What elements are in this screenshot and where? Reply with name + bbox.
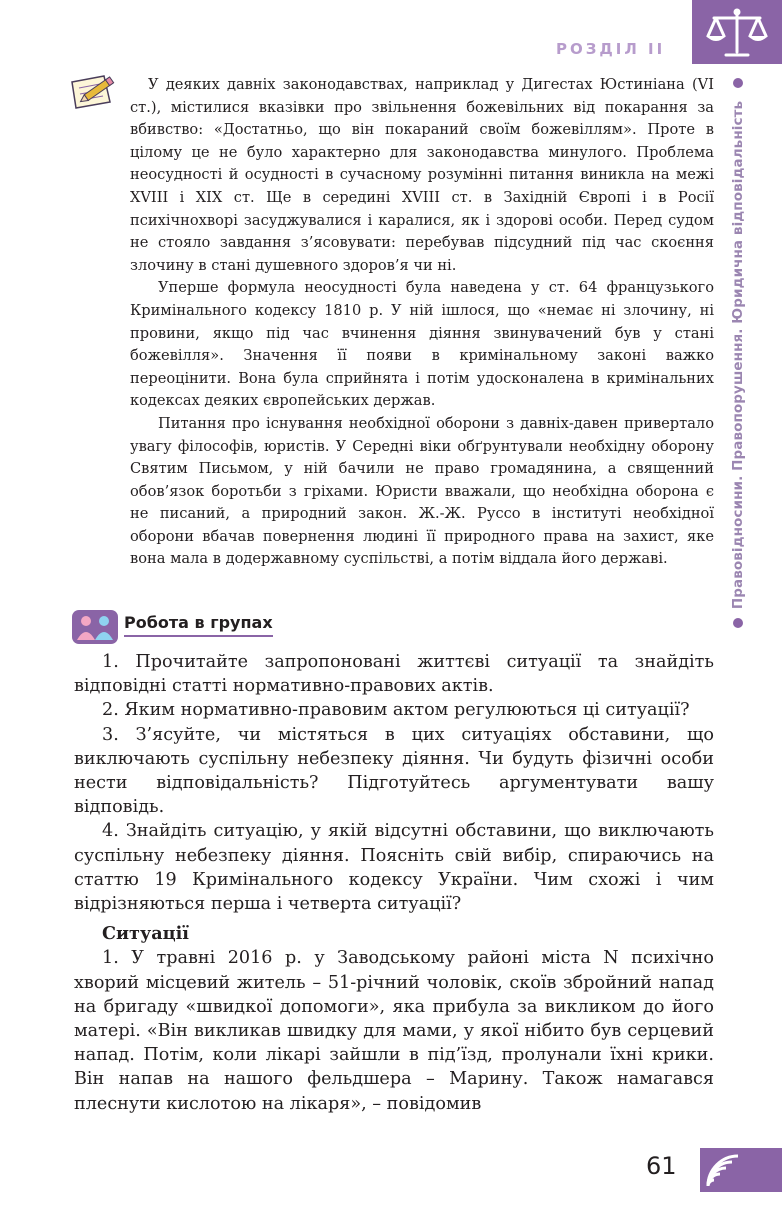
pencil-note-icon	[70, 72, 118, 114]
group-work-title: Робота в групах	[124, 613, 273, 637]
task-item: 4. Знайдіть ситуацію, у якій відсутні обставини, що виключають суспільну небезпеку діяння. Поясніть свій вибір, спираючись на статтю 19 Кримінального кодексу України. Чим схожі і чим відрізняються перша і четверта ситуації?	[74, 821, 714, 915]
page-number: 61	[646, 1152, 677, 1180]
group-work-icon	[72, 610, 118, 648]
bottom-dot-icon	[733, 618, 743, 628]
situation-text: 1. У травні 2016 р. у Заводському районі міста N психічно хворий місцевий житель – 51-річний чоловік, скоїв збройний напад на бригаду «швидкої допомоги», яка прибула за викликом до його матері. «Він викликав швидку для мами, у якої нібито був серцевий напад. Потім, коли лікарі зайшли в під’їзд, пролунали їхні крики. Він напав на нашого фельдшера – Марину. Також намагався плеснути кислотою на лікаря», – повідомив	[74, 948, 714, 1114]
intro-paragraph: Питання про існування необхідної оборони з давніх-давен привертало увагу філософів, юристів. У Середні віки обґрунтували необхідну оборону Святим Письмом, у ній бачили не право громадянина, а священний обов’язок боротьби з гріхами. Юристи вважали, що необхідна оборона є не писаний, а природний закон. Ж.-Ж. Руссо в інституті необхідної оборони вбачав повернення людині її природного права на захист, яке вона мала в додержавному суспільстві, а потім віддала його державі.	[130, 414, 714, 568]
top-dot-icon	[733, 78, 743, 88]
situations-heading: Ситуації	[102, 923, 189, 945]
task-item: 3. З’ясуйте, чи містяться в цих ситуаціях обставини, що виключають суспільну небезпеку діяння. Чи будуть фізичні особи нести відповідальність? Підготуйтесь аргументувати вашу відповідь.	[74, 724, 714, 818]
corner-tab	[692, 0, 782, 64]
task-item: 2. Яким нормативно-правовим актом регулюються ці ситуації?	[102, 700, 690, 721]
sidebar-title: Правовідносини. Правопорушення. Юридична відповідальність	[730, 100, 746, 610]
section-label: РОЗДІЛ II	[556, 40, 666, 58]
intro-text	[130, 74, 714, 571]
page-tab	[700, 1148, 782, 1192]
intro-paragraph: Уперше формула неосудності була наведена у ст. 64 французького Кримінального кодексу 1810 р. У ній ішлося, що «немає ні злочину, ні провини, якщо під час вчинення діяння звинувачений був у стані божевілля». Значення її появи в кримінальному законі важко переоцінити. Вона була сприйнята і потім удосконалена в кримінальних кодексах деяких європейських держав.	[130, 279, 714, 410]
signal-waves-icon	[704, 1152, 774, 1188]
scales-icon	[704, 6, 770, 60]
task-item: 1. Прочитайте запропоновані життєві ситуації та знайдіть відповідні статті нормативно-правових актів.	[74, 652, 714, 697]
main-text	[74, 650, 714, 1116]
sidebar-strip	[718, 70, 758, 640]
intro-paragraph: У деяких давніх законодавствах, наприклад у Дигестах Юстиніана (VI ст.), містилися вказівки про звільнення божевільних від покарання за вбивство: «Достатньо, що він покараний своїм божевіллям». Проте в цілому це не було характерно для законодавства минулого. Проблема неосудності й осудності в сучасному розумінні питання виникла на межі XVIII і XIX ст. Ще в середині XVIII ст. в Західній Європі і в Росії психічнохворі засуджувалися і каралися, як і здорові особи. Перед судом не стояло завдання з’ясовувати: перебував підсудний під час скоєння злочину в стані душевного здоров’я чи ні.	[130, 76, 714, 274]
